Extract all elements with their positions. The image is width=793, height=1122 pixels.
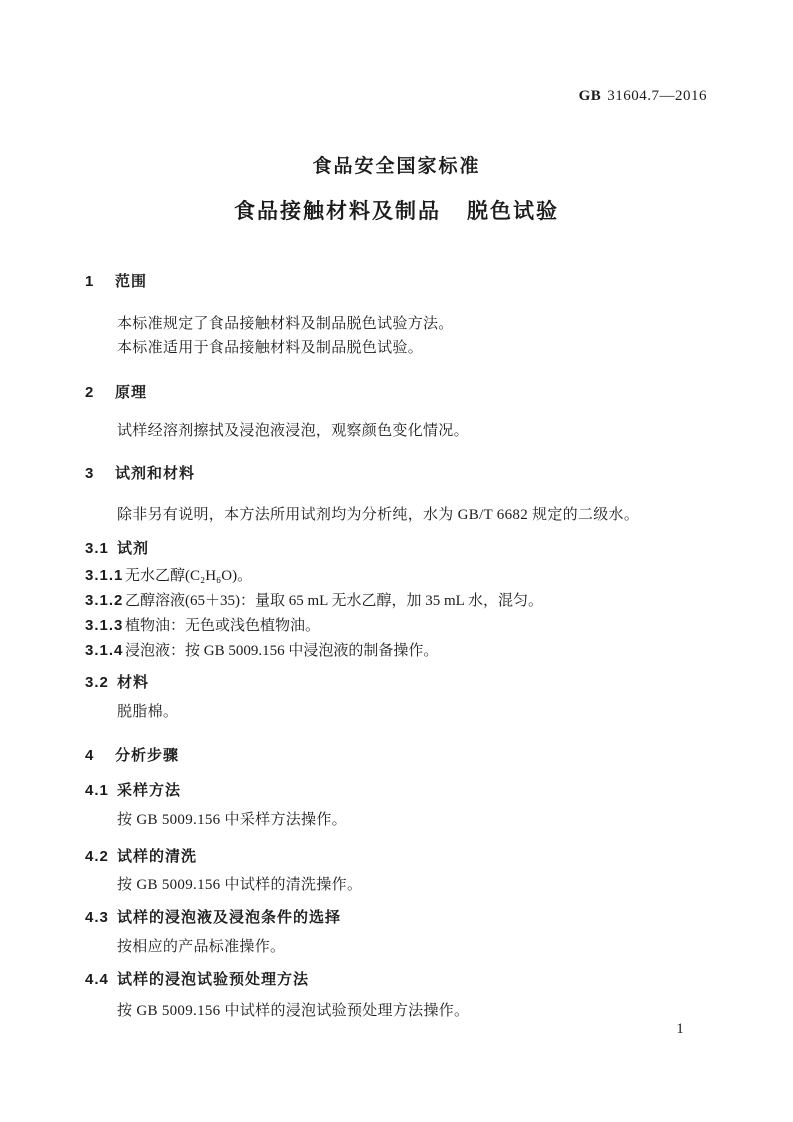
document-subtitle-part1: 食品接触材料及制品 xyxy=(234,200,441,223)
paragraph: 按 GB 5009.156 中采样方法操作。 xyxy=(117,812,347,828)
section-title: 试剂 xyxy=(117,540,150,557)
clause-number: 3.1.3 xyxy=(85,617,124,634)
section-3-1-heading xyxy=(85,537,149,558)
page-number: 1 xyxy=(676,1021,684,1037)
document-title: 食品安全国家标准 xyxy=(312,156,481,177)
section-4-2-heading xyxy=(85,845,197,866)
section-title: 采样方法 xyxy=(117,782,182,799)
section-1-heading xyxy=(85,270,147,291)
section-number: 4.3 xyxy=(85,909,109,926)
clause-item-3-1-2 xyxy=(85,589,543,610)
section-title: 原理 xyxy=(115,384,148,401)
section-number: 3.2 xyxy=(85,674,109,691)
section-title: 分析步骤 xyxy=(115,747,180,764)
section-4-3-heading xyxy=(85,906,341,927)
section-title: 材料 xyxy=(117,674,150,691)
clause-number: 3.1.2 xyxy=(85,592,124,609)
section-number: 4 xyxy=(85,747,95,764)
paragraph: 按 GB 5009.156 中试样的清洗操作。 xyxy=(117,877,363,893)
section-number: 4.2 xyxy=(85,848,109,865)
paragraph: 除非另有说明，本方法所用试剂均为分析纯，水为 GB/T 6682 规定的二级水。 xyxy=(117,507,640,523)
section-number: 4.1 xyxy=(85,782,109,799)
standard-code-number: 31604.7—2016 xyxy=(607,88,707,104)
section-3-heading xyxy=(85,462,195,483)
clause-item-3-1-4 xyxy=(85,639,438,660)
section-title: 范围 xyxy=(115,273,148,290)
standard-code-prefix: GB xyxy=(578,88,602,104)
section-title: 试样的清洗 xyxy=(117,848,198,865)
section-title: 试样的浸泡液及浸泡条件的选择 xyxy=(117,909,342,926)
paragraph: 本标准规定了食品接触材料及制品脱色试验方法。 xyxy=(117,316,454,332)
clause-item-3-1-3 xyxy=(85,614,320,635)
section-number: 3.1 xyxy=(85,540,109,557)
section-number: 1 xyxy=(85,273,95,290)
section-title: 试剂和材料 xyxy=(115,465,196,482)
section-title: 试样的浸泡试验预处理方法 xyxy=(117,971,310,988)
clause-item-3-1-1 xyxy=(85,564,252,585)
section-3-2-heading xyxy=(85,671,149,692)
clause-number: 3.1.1 xyxy=(85,567,124,584)
clause-text: 植物油：无色或浅色植物油。 xyxy=(125,618,321,634)
section-4-heading xyxy=(85,744,179,765)
clause-text: 乙醇溶液(65＋35)：量取 65 mL 无水乙醇，加 35 mL 水，混匀。 xyxy=(125,593,544,609)
paragraph: 试样经溶剂擦拭及浸泡液浸泡，观察颜色变化情况。 xyxy=(117,423,469,439)
document-subtitle-part2: 脱色试验 xyxy=(467,200,559,223)
section-2-heading xyxy=(85,381,147,402)
standard-code xyxy=(579,88,707,105)
clause-number: 3.1.4 xyxy=(85,642,124,659)
paragraph: 按 GB 5009.156 中试样的浸泡试验预处理方法操作。 xyxy=(117,1003,470,1019)
section-4-1-heading xyxy=(85,779,181,800)
paragraph: 脱脂棉。 xyxy=(117,704,179,720)
paragraph: 本标准适用于食品接触材料及制品脱色试验。 xyxy=(117,340,424,356)
section-number: 3 xyxy=(85,465,95,482)
clause-text: 无水乙醇(C₂H₆O)。 xyxy=(125,568,253,584)
document-subtitle xyxy=(0,195,793,225)
paragraph: 按相应的产品标准操作。 xyxy=(117,939,286,955)
section-number: 4.4 xyxy=(85,971,109,988)
section-4-4-heading xyxy=(85,968,309,989)
clause-text: 浸泡液：按 GB 5009.156 中浸泡液的制备操作。 xyxy=(125,643,439,659)
section-number: 2 xyxy=(85,384,95,401)
